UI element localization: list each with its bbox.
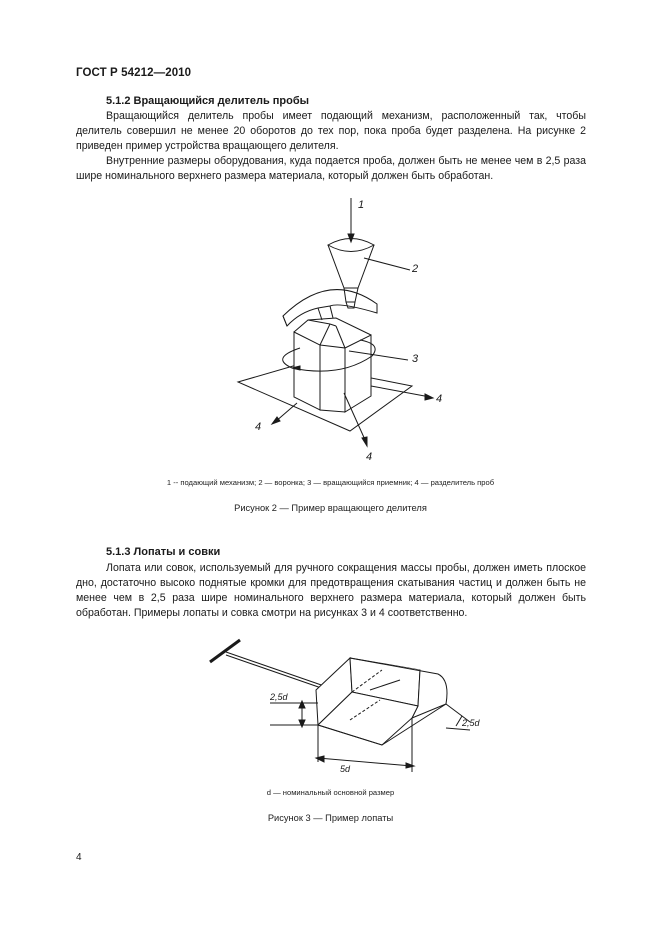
- dim-height-label: 2,5d: [270, 692, 288, 702]
- paragraph-rotary-divider-2: Внутренние размеры оборудования, куда подается проба, должен быть не менее чем в 2,5 раза шире номинального верхнего размера материала, который должен быть обработан.: [76, 155, 586, 182]
- dim-width-label: 2,5d: [462, 718, 480, 728]
- label-4-right: 4: [436, 393, 443, 405]
- figure-2-legend: 1 -- подающий механизм; 2 — воронка; 3 — вращающийся приемник; 4 — разделитель проб: [166, 478, 495, 487]
- label-1: 1: [358, 199, 365, 211]
- document-header: ГОСТ Р 54212—2010: [76, 67, 192, 79]
- page-number: 4: [76, 852, 82, 863]
- section-heading-5-1-3: 5.1.3 Лопаты и совки: [106, 546, 221, 558]
- dim-length-label: 5d: [340, 764, 351, 774]
- paragraph-rotary-divider-1: Вращающийся делитель пробы имеет подающий механизм, расположенный так, чтобы делитель совершил не менее 20 оборотов до тех пор, пока проба будет разделена. На рисунке 2 приведен пример устройства вращающего делителя.: [76, 110, 586, 152]
- section-heading-5-1-2: 5.1.2 Вращающийся делитель пробы: [106, 95, 310, 107]
- paragraph-shovels: Лопата или совок, используемый для ручного сокращения массы пробы, должен иметь плоское дно, достаточно высоко поднятые кромки для предотвращения скатывания частиц и должен быть не менее чем в 2,5 раза шире номинального верхнего размера материала, который должен быть обработан. Примеры лопаты и совка смотри на рисунках 3 и 4 соответственно.: [76, 562, 586, 619]
- label-3: 3: [412, 353, 419, 365]
- figure-3-legend: d — номинальный основной размер: [266, 788, 395, 797]
- label-4-bottom: 4: [366, 451, 373, 463]
- figure-3-shovel: [205, 630, 495, 780]
- figure-2-caption: Рисунок 2 — Пример вращающего делителя: [234, 503, 427, 513]
- label-4-left: 4: [255, 421, 262, 433]
- figure-2-rotary-divider: [230, 195, 460, 465]
- label-2: 2: [412, 263, 419, 275]
- handle-shaft: [226, 652, 330, 688]
- figure-3-caption: Рисунок 3 — Пример лопаты: [267, 813, 394, 823]
- receiver-front-right: [320, 345, 345, 412]
